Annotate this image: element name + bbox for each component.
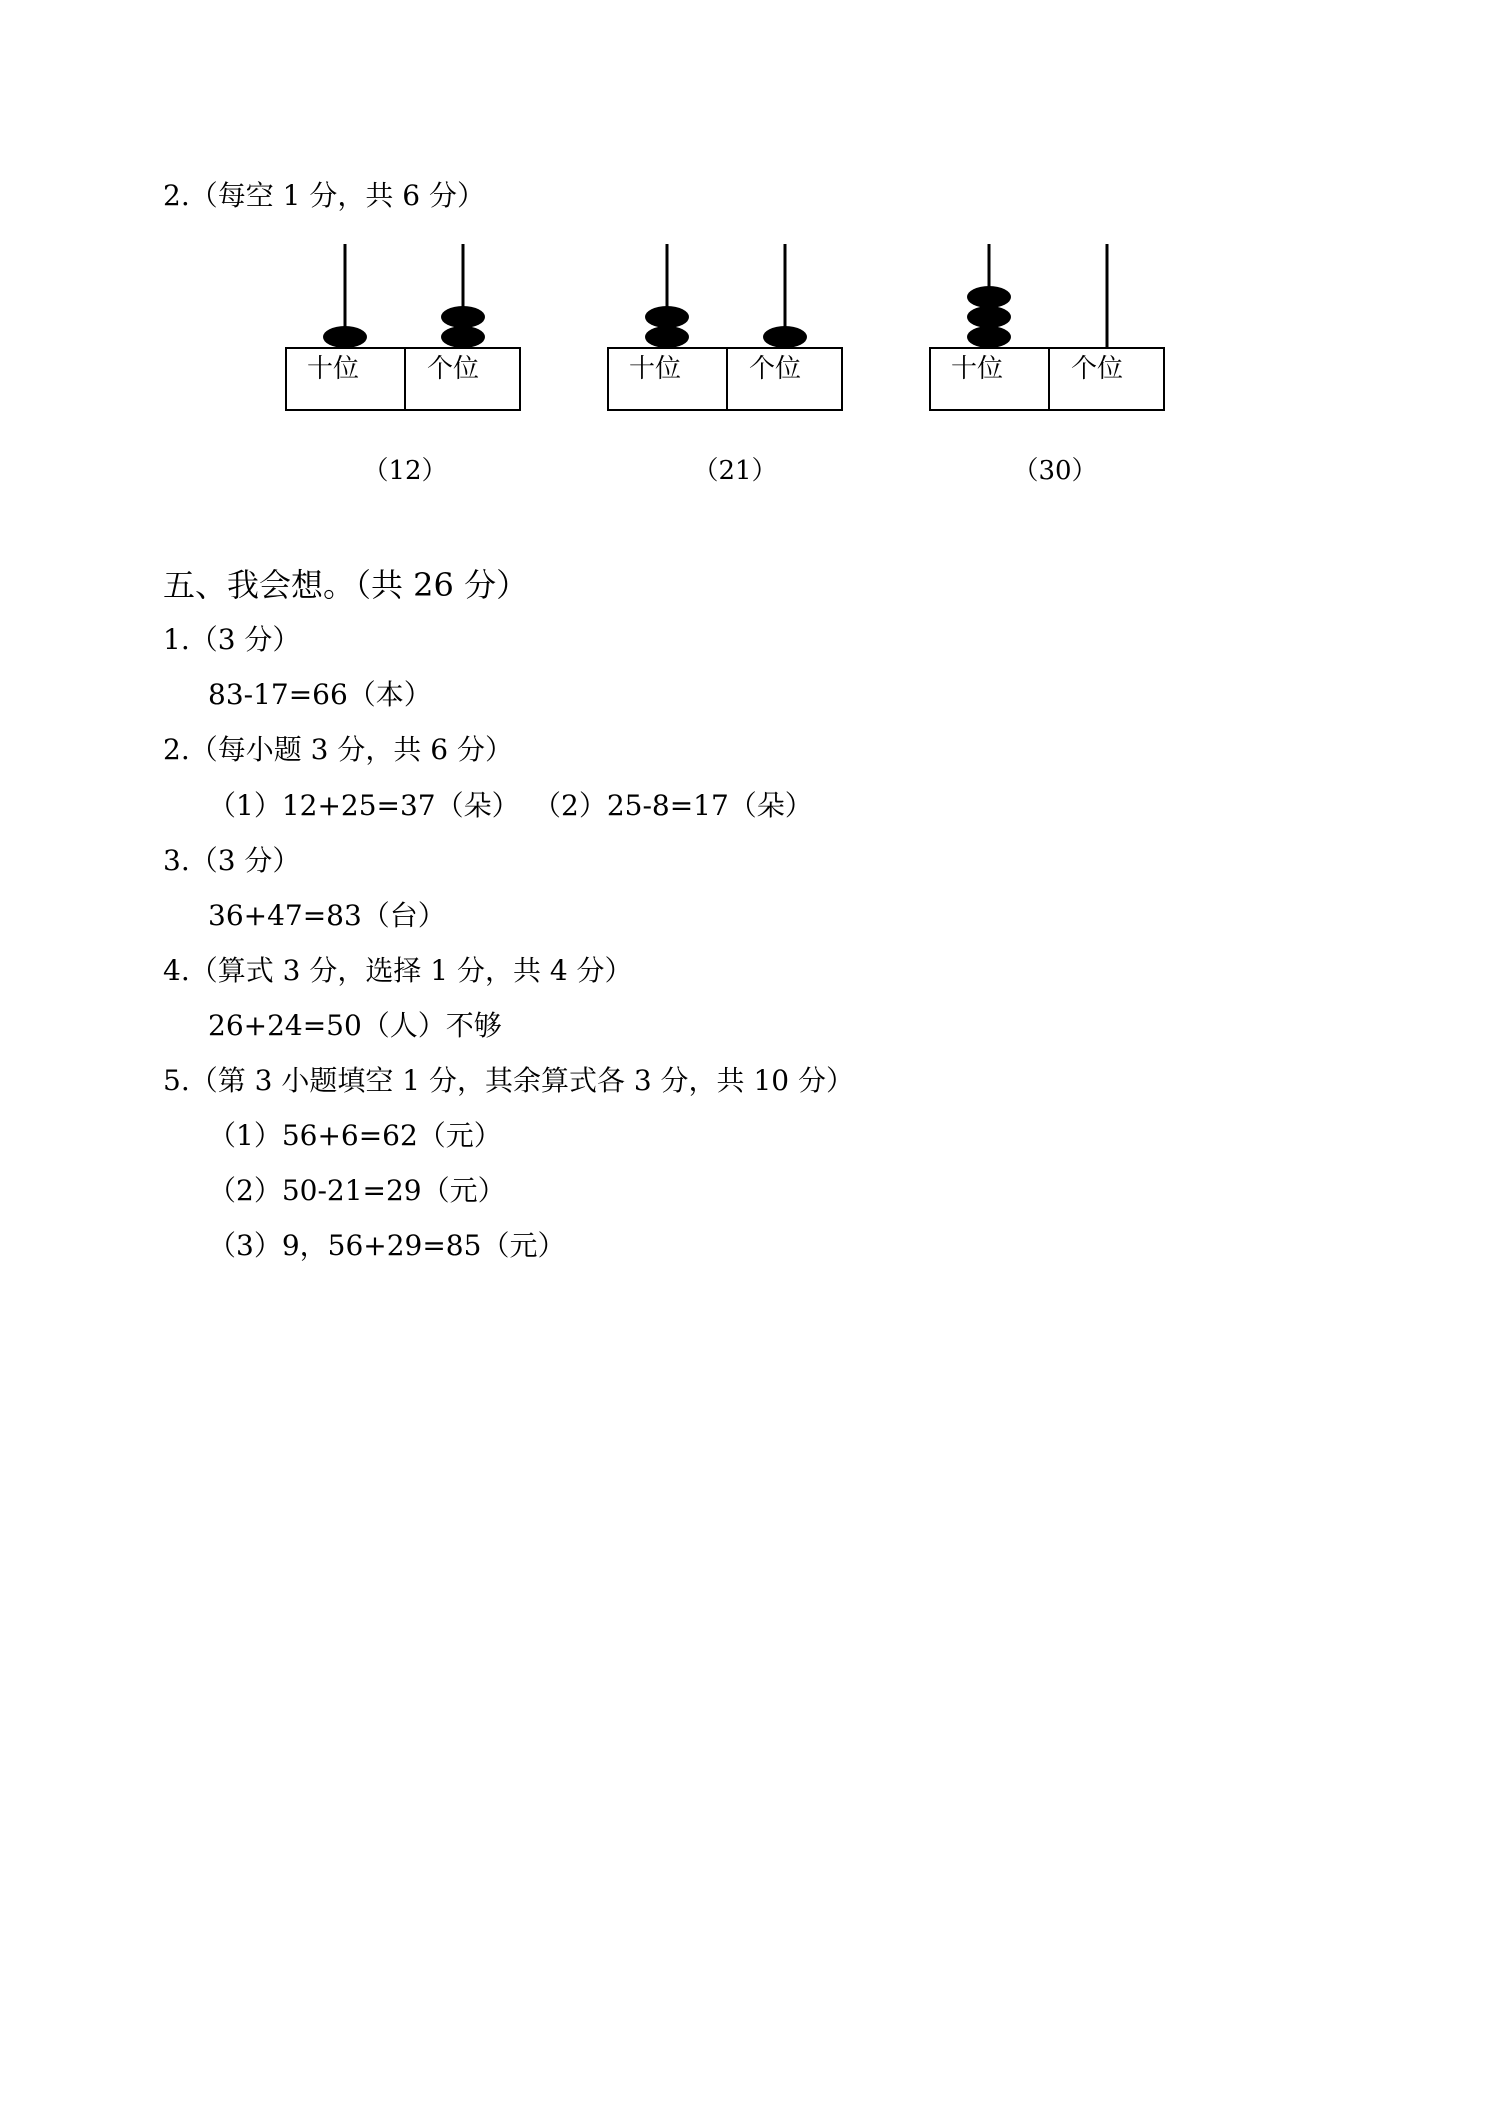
q2-answer-2: （2）25-8=17（朵）	[533, 789, 813, 822]
abacus-1-answer: （12）	[362, 456, 448, 486]
ones-beads	[441, 306, 485, 348]
tens-beads	[323, 326, 367, 348]
abacus-bead	[441, 326, 485, 348]
abacus-bead	[441, 306, 485, 328]
tens-place-label: 十位	[951, 354, 1004, 384]
question-2-header: 2.（每空 1 分，共 6 分）	[163, 179, 485, 212]
q5-answer-2: （2）50-21=29（元）	[208, 1174, 506, 1207]
q3-answer: 36+47=83（台）	[208, 899, 446, 932]
abacus-3-drawing	[929, 240, 1169, 420]
ones-place-label: 个位	[427, 354, 480, 384]
tens-place-label: 十位	[307, 354, 360, 384]
tens-beads	[645, 306, 689, 348]
q5-answer-3: （3）9，56+29=85（元）	[208, 1229, 566, 1262]
q2-header: 2.（每小题 3 分，共 6 分）	[163, 733, 513, 766]
abacus-bead	[763, 326, 807, 348]
abacus-3-answer: （30）	[1012, 456, 1098, 486]
tens-place-label: 十位	[629, 354, 682, 384]
tens-beads	[967, 286, 1011, 348]
q3-header: 3.（3 分）	[163, 844, 301, 877]
section-5-title: 五、我会想。（共 26 分）	[163, 566, 529, 604]
q4-header: 4.（算式 3 分，选择 1 分，共 4 分）	[163, 954, 633, 987]
q5-header: 5.（第 3 小题填空 1 分，其余算式各 3 分，共 10 分）	[163, 1064, 854, 1097]
ones-place-label: 个位	[1071, 354, 1124, 384]
abacus-bead	[323, 326, 367, 348]
abacus-2-answer: （21）	[692, 456, 778, 486]
q2-answer-1: （1）12+25=37（朵）	[208, 789, 520, 822]
q5-answer-1: （1）56+6=62（元）	[208, 1119, 502, 1152]
q1-answer: 83-17=66（本）	[208, 678, 432, 711]
abacus-1-drawing	[285, 240, 525, 420]
ones-place-label: 个位	[749, 354, 802, 384]
abacus-1	[285, 240, 525, 420]
abacus-bead	[645, 326, 689, 348]
abacus-2-drawing	[607, 240, 847, 420]
q4-answer: 26+24=50（人）不够	[208, 1009, 502, 1042]
abacus-bead	[967, 286, 1011, 308]
ones-beads	[763, 326, 807, 348]
abacus-3	[929, 240, 1169, 420]
abacus-bead	[967, 326, 1011, 348]
abacus-bead	[645, 306, 689, 328]
q1-header: 1.（3 分）	[163, 623, 301, 656]
abacus-bead	[967, 306, 1011, 328]
abacus-2	[607, 240, 847, 420]
